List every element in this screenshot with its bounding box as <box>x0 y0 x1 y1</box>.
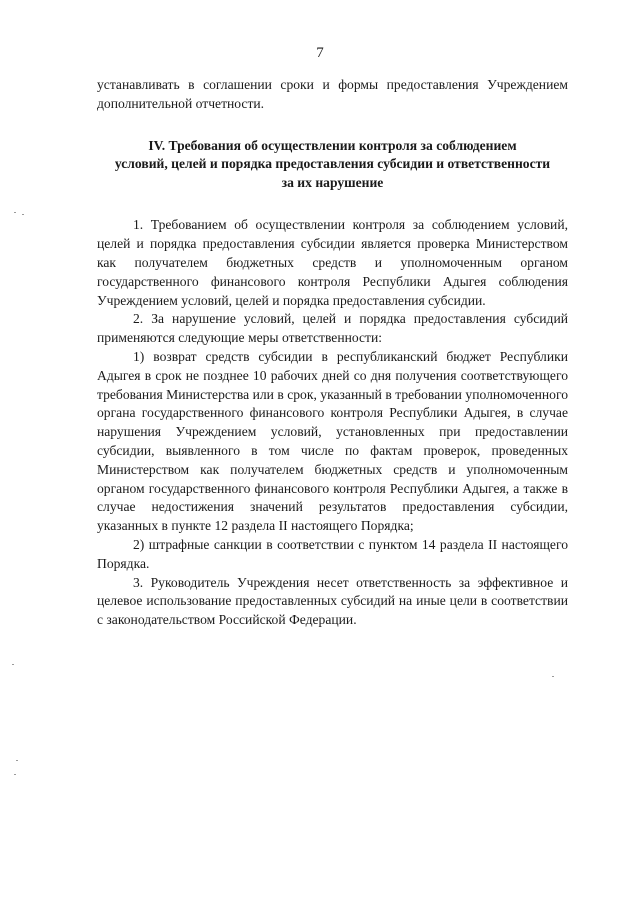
section-title-line-2: условий, целей и порядка предоставления субсидии и ответственности <box>114 156 551 172</box>
section-title-line-1: IV. Требования об осуществлении контроля за соблюдением <box>148 137 517 153</box>
page-number: 7 <box>316 45 324 61</box>
paragraph-3: 3. Руководитель Учреждения несет ответственность за эффективное и целевое использование предоставленных субсидий на иные цели в соответствии с законодательством Российской Федерации. <box>97 574 568 628</box>
scan-artifact <box>12 664 14 665</box>
paragraph-2-item-2: 2) штрафные санкции в соответствии с пунктом 14 раздела II настоящего Порядка. <box>97 536 568 571</box>
scan-artifact <box>14 212 16 213</box>
paragraph-2-item-1: 1) возврат средств субсидии в республиканский бюджет Республики Адыгея в срок не позднее 10 рабочих дней со дня получения соответствующего требования Министерства или в срок, указанный в требовании уполномоченного органа государственного финансового контроля Республики Адыгея, в случае нарушения Учреждением условий, установленных при предоставлении субсидии, выявленного в том числе по фактам проверок, проведенных Министерством как получателем бюджетных средств и уполномоченным органом государственного финансового контроля Республики Адыгея, а также в случае недостижения значений результатов предоставления субсидии, указанных в пункте 12 раздела II настоящего Порядка; <box>97 348 568 534</box>
scan-artifact <box>16 760 18 761</box>
scan-artifact <box>14 774 16 775</box>
document-body <box>97 76 568 630</box>
section-title-line-3: за их нарушение <box>281 174 384 190</box>
paragraph-1: 1. Требованием об осуществлении контроля за соблюдением условий, целей и порядка предоставления субсидии является проверка Министерством как получателем бюджетных средств и уполномоченным органом государственного финансового контроля Республики Адыгея соблюдения Учреждением условий, целей и порядка предоставления субсидии. <box>97 217 568 308</box>
scan-artifact <box>22 214 24 215</box>
paragraph-2: 2. За нарушение условий, целей и порядка предоставления субсидий применяются следующие меры ответственности: <box>97 311 568 346</box>
section-title <box>97 137 568 193</box>
intro-paragraph: устанавливать в соглашении сроки и формы предоставления Учреждением дополнительной отчетности. <box>97 77 568 111</box>
scan-artifact <box>552 676 554 677</box>
